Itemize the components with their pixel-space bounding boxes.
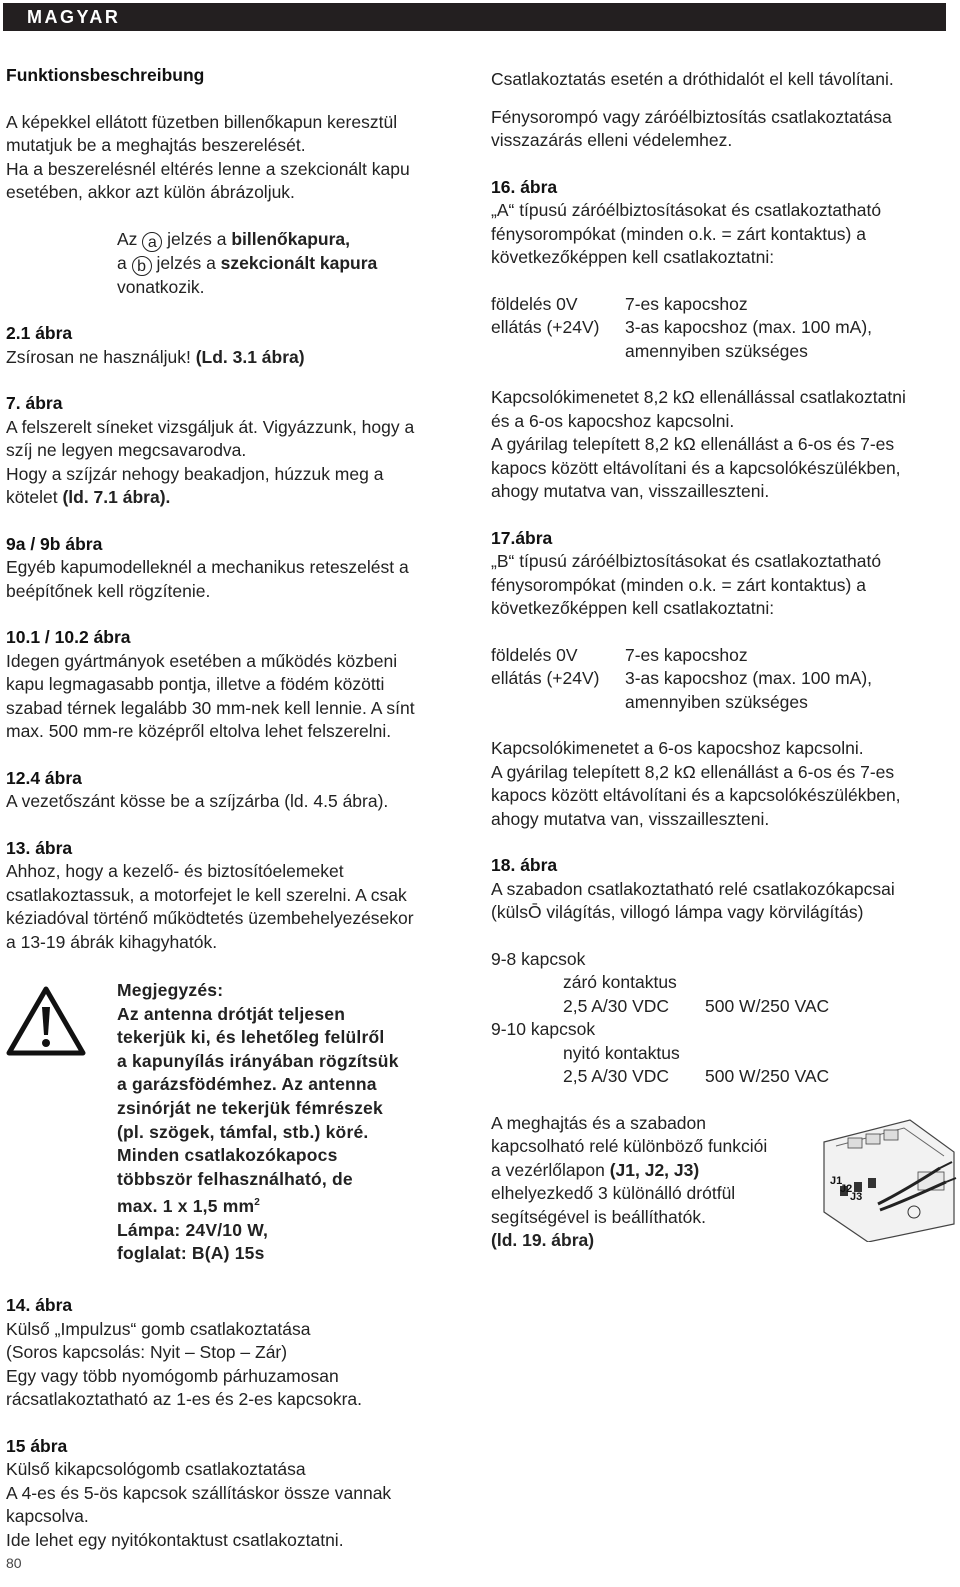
fig-12-4-text: A vezetőszánt kösse be a szíjzárba (ld. 4.5 ábra). bbox=[6, 791, 389, 811]
heading-fig-13: 13. ábra bbox=[6, 837, 73, 858]
left-column bbox=[6, 64, 466, 1266]
heading-fig-15: 15 ábra bbox=[6, 1435, 68, 1456]
heading-fig-17: 17.ábra bbox=[491, 527, 553, 548]
warning-text: Megjegyzés: Az antenna drótját teljesen tekerjük ki, és lehetőleg felülről a kapunyílás irányában rögzítsük a garázsfödémhez. Az antenna zsinórját ne tekerjük fémrészek (pl. szögek, támfal, stb.) köré. Minden csatlakozókapocs többször felhasználható, de max. 1 x 1,5 $mm^2$ Lámpa: 24V/10 W, foglalat: B(A) 15s bbox=[117, 980, 399, 1264]
fig-18-text: A szabadon csatlakoztatható relé csatlakozókapcsai (külsŌ világítás, villogó lámpa vagy körvilágítás) bbox=[491, 878, 895, 922]
heading-fig-7: 7. ábra bbox=[6, 393, 63, 413]
jumper-section bbox=[491, 1112, 951, 1253]
jumper-j3-label: J3 bbox=[850, 1190, 863, 1203]
jumper-j1-label: J1 bbox=[830, 1174, 843, 1187]
fig-14-text: Külső „Impulzus“ gomb csatlakoztatása (Soros kapcsolás: Nyit – Stop – Zár) Egy vagy több nyomógomb párhuzamosan rácsatlakoztatható az 1-es és 2-es kapcsokra. bbox=[6, 1318, 363, 1409]
marker-a-icon: a bbox=[142, 232, 162, 252]
door-type-legend: Az a jelzés a billenőkapura, a b jelzés a szekcionált kapura vonatkozik. bbox=[117, 228, 378, 297]
fig-17-text: „B“ típusú záróélbiztosításokat és csatlakoztatható fénysorompókat (minden o.k. = zárt kontaktus) a következőképpen kell csatlakoztatni: bbox=[491, 551, 882, 618]
marker-b-icon: b bbox=[132, 256, 152, 276]
fig-9-text: Egyéb kapumodelleknél a mechanikus reteszelést a beépítőnek kell rögzítenie. bbox=[6, 557, 409, 601]
fig-2-1-text: Zsírosan ne használjuk! (Ld. 3.1 ábra) bbox=[6, 346, 305, 367]
heading-fig-16: 16. ábra bbox=[491, 176, 558, 197]
heading-fig-2-1: 2.1 ábra bbox=[6, 323, 73, 343]
bottom-section bbox=[6, 1294, 476, 1552]
jumper-j2-label: J2 bbox=[840, 1182, 853, 1195]
fig-15-text: Külső kikapcsológomb csatlakoztatása A 4-es és 5-ös kapcsok szállításkor össze vannak kapcsolva. Ide lehet egy nyitókontaktust csatlakoztatni. bbox=[6, 1459, 392, 1550]
fig-17-resistor-text: Kapcsolókimenetet a 6-os kapocshoz kapcsolni. A gyárilag telepített 8,2 kΩ ellenállást a 6-os és 7-es kapocs között eltávolítani és a kapcsolókészülékben, ahogy mutatva van, visszailleszteni. bbox=[491, 738, 901, 829]
warning-note bbox=[6, 979, 466, 1266]
fig-16-resistor-text: Kapcsolókimenetet 8,2 kΩ ellenállással csatlakoztatni és a 6-os kapocshoz kapcsolni. A gyárilag telepített 8,2 kΩ ellenállást a 6-os és 7-es kapocs között eltávolítani és a kapcsolókészülékben, ahogy mutatva van, visszailleszteni. bbox=[491, 387, 906, 501]
relay-terminal-table: 9-8 kapcsok záró kontaktus 2,5 A/30 VDC 500 W/250 VAC 9-10 kapcsok nyitó kontaktus 2,5 A/30 VDC 500 W/250 VAC bbox=[491, 948, 830, 1086]
right-column bbox=[491, 68, 951, 1253]
fig-16-wiring-table: földelés 0V 7-es kapocshoz ellátás (+24V) 3-as kapocshoz (max. 100 mA), amennyiben szükséges bbox=[491, 293, 873, 361]
bridge-removal-text: Csatlakoztatás esetén a dróthidalót el kell távolítani. bbox=[491, 69, 894, 89]
section-title: Funktionsbeschreibung bbox=[6, 65, 205, 85]
photocell-intro-text: Fénysorompó vagy záróélbiztosítás csatlakoztatása visszazárás elleni védelemhez. bbox=[491, 106, 892, 150]
heading-fig-12-4: 12.4 ábra bbox=[6, 767, 82, 788]
heading-fig-9: 9a / 9b ábra bbox=[6, 533, 103, 554]
page-number: 80 bbox=[6, 1555, 22, 1571]
fig-13-text: Ahhoz, hogy a kezelő- és biztosítóelemeket csatlakoztassuk, a motorfejet le kell szerelni. A csak kéziadóval történő működtetés üzembehelyezésekor a 13-19 ábrák kihagyhatók. bbox=[6, 861, 414, 952]
fig-7-text: A felszerelt síneket vizsgáljuk át. Vigyázzunk, hogy a szíj ne legyen megcsavarodva. Hogy a szíjzár nehogy beakadjon, húzzuk meg a kötelet (ld. 7.1 ábra). bbox=[6, 416, 415, 507]
heading-fig-18: 18. ábra bbox=[491, 855, 558, 875]
heading-fig-10: 10.1 / 10.2 ábra bbox=[6, 627, 131, 647]
intro-paragraph: A képekkel ellátott füzetben billenőkapun keresztül mutatjuk be a meghajtás beszerelését. Ha a beszerelésnél eltérés lenne a szekcionált kapu esetében, akkor azt külön ábrázoljuk. bbox=[6, 111, 410, 202]
fig-10-text: Idegen gyártmányok esetében a működés közbeni kapu legmagasabb pontja, illetve a födém közötti szabad térnek legalább 30 mm-nek kell lennie. A sínt max. 500 mm-re középről eltolva lehet felszerelni. bbox=[6, 650, 415, 741]
heading-fig-14: 14. ábra bbox=[6, 1295, 73, 1315]
language-title: MAGYAR bbox=[27, 7, 121, 27]
fig-17-wiring-table: földelés 0V 7-es kapocshoz ellátás (+24V) 3-as kapocshoz (max. 100 mA), amennyiben szükséges bbox=[491, 644, 873, 712]
warning-triangle-icon bbox=[6, 979, 117, 1266]
fig-16-text: „A“ típusú záróélbiztosításokat és csatlakoztatható fénysorompókat (minden o.k. = zárt kontaktus) a következőképpen kell csatlakoztatni: bbox=[491, 200, 882, 267]
language-header-bar bbox=[3, 3, 946, 31]
control-board-jumper-illustration bbox=[818, 1112, 958, 1242]
jumper-text: A meghajtás és a szabadon kapcsolható relé különböző funkciói a vezérlőlapon (J1, J2, J3) elhelyezkedő 3 különálló drótfül segítségével is beállíthatók. (ld. 19. ábra) bbox=[491, 1112, 768, 1250]
